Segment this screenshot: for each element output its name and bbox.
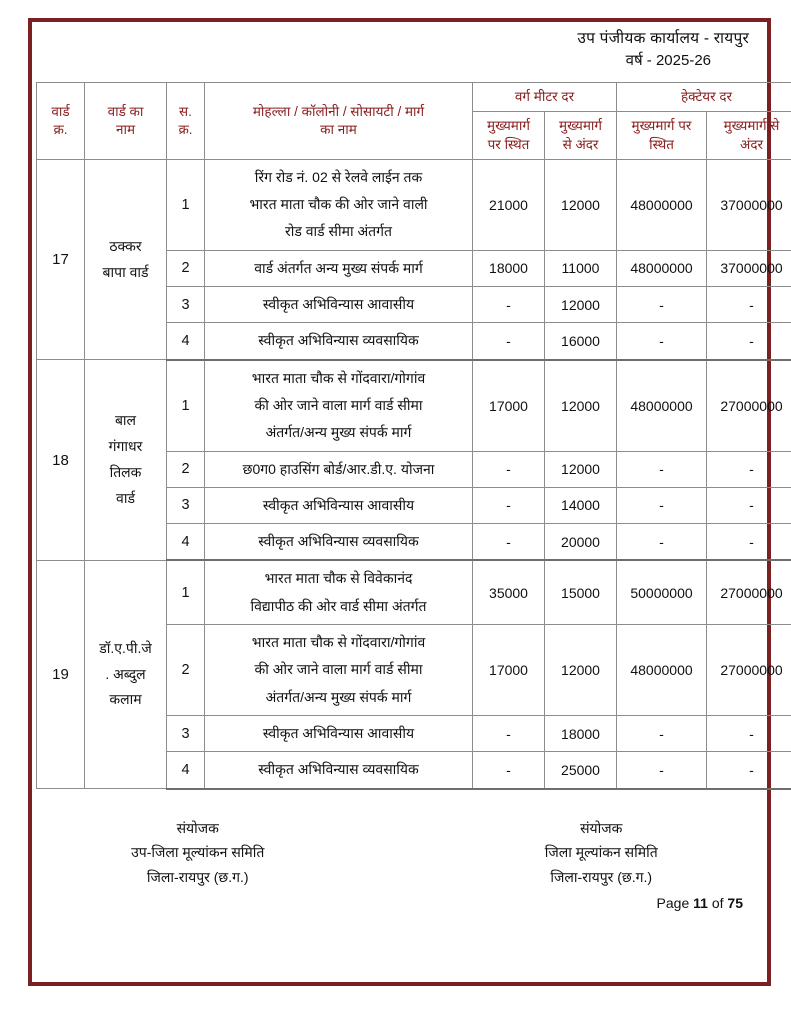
cell-rate-sqm-on-main: -	[473, 487, 545, 523]
cell-serial-no: 3	[167, 487, 205, 523]
ward-name-line: वार्ड	[116, 489, 135, 506]
table-row	[37, 159, 791, 250]
col-header-ward-name	[85, 83, 167, 160]
ward-name-line: गंगाधर	[108, 438, 143, 455]
col-header-hectare-on-main-line2: स्थित	[649, 136, 674, 152]
cell-serial-no: 1	[167, 159, 205, 250]
ward-name-line: तिलक	[109, 464, 142, 481]
cell-rate-sqm-on-main: -	[473, 524, 545, 561]
cell-rate-hectare-on-main: 50000000	[617, 560, 707, 624]
signature-left-committee: उप-जिला मूल्यांकन समिति	[131, 844, 265, 861]
cell-rate-sqm-on-main: -	[473, 323, 545, 360]
area-name-line: भारत माता चौक से गोंदवारा/गोगांव	[251, 369, 426, 386]
office-title: उप पंजीयक कार्यालय - रायपुर	[577, 30, 749, 47]
col-header-hectare-on-main-line1: मुख्यमार्ग पर	[631, 118, 692, 134]
cell-rate-sqm-inside: 18000	[545, 715, 617, 751]
page-content	[28, 18, 783, 889]
cell-rate-hectare-inside: -	[707, 287, 791, 323]
table-header-row-1	[37, 83, 791, 112]
table-row	[37, 360, 791, 451]
area-name-line: रोड वार्ड सीमा अंतर्गत	[284, 223, 393, 240]
table-row	[37, 560, 791, 624]
cell-rate-sqm-on-main: 35000	[473, 560, 545, 624]
col-header-area-name	[205, 83, 473, 160]
cell-rate-hectare-on-main: 48000000	[617, 250, 707, 286]
signature-block-district	[416, 816, 760, 890]
area-name-line: अंतर्गत/अन्य मुख्य संपर्क मार्ग	[265, 424, 412, 441]
col-header-area-name-line1: मोहल्ला / कॉलोनी / सोसायटी / मार्ग	[252, 103, 425, 119]
col-header-ward-no	[37, 83, 85, 160]
cell-rate-sqm-on-main: -	[473, 715, 545, 751]
col-header-hectare-on-main	[617, 112, 707, 159]
col-group-header-hectare-rate: हेक्टेयर दर	[617, 83, 791, 112]
cell-rate-hectare-inside: -	[707, 487, 791, 523]
cell-area-name	[205, 250, 473, 286]
cell-rate-sqm-on-main: 18000	[473, 250, 545, 286]
cell-rate-hectare-on-main: -	[617, 287, 707, 323]
cell-area-name	[205, 451, 473, 487]
cell-area-name	[205, 287, 473, 323]
area-name-line: भारत माता चौक से विवेकानंद	[264, 570, 413, 587]
signature-right-committee: जिला मूल्यांकन समिति	[544, 844, 658, 861]
signature-left-district: जिला-रायपुर (छ.ग.)	[146, 868, 249, 885]
document-heading	[36, 18, 763, 76]
page-number-middle: of	[707, 895, 728, 912]
cell-rate-sqm-on-main: 17000	[473, 625, 545, 716]
cell-ward-name	[85, 560, 167, 788]
area-name-line: रिंग रोड नं. 02 से रेलवे लाईन तक	[254, 168, 423, 185]
table-header	[37, 83, 791, 160]
cell-area-name	[205, 752, 473, 789]
cell-serial-no: 1	[167, 360, 205, 451]
cell-rate-sqm-on-main: -	[473, 752, 545, 789]
col-header-sqm-on-main	[473, 112, 545, 159]
col-header-ward-no-line2: क्र.	[53, 122, 68, 138]
cell-rate-hectare-on-main: -	[617, 487, 707, 523]
signature-left-role: संयोजक	[176, 819, 219, 836]
cell-serial-no: 2	[167, 250, 205, 286]
cell-rate-sqm-inside: 14000	[545, 487, 617, 523]
area-name-line: की ओर जाने वाला मार्ग वार्ड सीमा	[254, 661, 423, 678]
cell-serial-no: 1	[167, 560, 205, 624]
area-name-line: स्वीकृत अभिविन्यास आवासीय	[262, 296, 415, 313]
signature-right-role: संयोजक	[580, 819, 623, 836]
area-name-line: अंतर्गत/अन्य मुख्य संपर्क मार्ग	[265, 688, 412, 705]
cell-rate-sqm-inside: 11000	[545, 250, 617, 286]
cell-area-name	[205, 487, 473, 523]
area-name-line: स्वीकृत अभिविन्यास व्यवसायिक	[258, 761, 419, 778]
cell-area-name	[205, 715, 473, 751]
cell-area-name	[205, 560, 473, 624]
cell-rate-hectare-on-main: -	[617, 752, 707, 789]
cell-rate-hectare-inside: -	[707, 752, 791, 789]
area-name-line: स्वीकृत अभिविन्यास व्यवसायिक	[258, 332, 419, 349]
cell-serial-no: 2	[167, 625, 205, 716]
col-header-ward-name-line2: नाम	[115, 122, 136, 138]
cell-rate-sqm-inside: 20000	[545, 524, 617, 561]
area-name-line: भारत माता चौक की ओर जाने वाली	[249, 196, 428, 213]
signature-block-sub-district	[40, 816, 416, 890]
year-label: वर्ष - 2025-26	[625, 52, 711, 70]
cell-rate-hectare-on-main: -	[617, 715, 707, 751]
cell-area-name	[205, 524, 473, 561]
col-header-sqm-on-main-line1: मुख्यमार्ग	[487, 118, 530, 134]
page-number-total: 75	[727, 895, 743, 912]
col-header-sqm-inside-line1: मुख्यमार्ग	[559, 118, 602, 134]
cell-serial-no: 4	[167, 752, 205, 789]
cell-serial-no: 3	[167, 715, 205, 751]
cell-rate-hectare-inside: 27000000	[707, 360, 791, 451]
area-name-line: छ0ग0 हाउसिंग बोर्ड/आर.डी.ए. योजना	[242, 460, 435, 477]
cell-serial-no: 4	[167, 524, 205, 561]
area-name-line: स्वीकृत अभिविन्यास व्यवसायिक	[258, 533, 419, 550]
cell-rate-hectare-inside: 37000000	[707, 250, 791, 286]
cell-area-name	[205, 159, 473, 250]
cell-rate-sqm-inside: 16000	[545, 323, 617, 360]
cell-rate-hectare-on-main: 48000000	[617, 625, 707, 716]
col-header-hectare-inside	[707, 112, 791, 159]
ward-name-line: बापा वार्ड	[102, 263, 149, 280]
cell-rate-sqm-on-main: 17000	[473, 360, 545, 451]
cell-serial-no: 3	[167, 287, 205, 323]
cell-ward-no: 18	[37, 360, 85, 561]
cell-rate-hectare-on-main: -	[617, 451, 707, 487]
area-name-line: भारत माता चौक से गोंदवारा/गोगांव	[251, 634, 426, 651]
page-number	[28, 891, 771, 911]
cell-rate-hectare-on-main: 48000000	[617, 159, 707, 250]
col-header-serial-no-line1: स.	[179, 103, 192, 119]
page-number-current: 11	[693, 895, 708, 912]
cell-rate-hectare-inside: 27000000	[707, 560, 791, 624]
ward-name-line: ठक्कर	[109, 237, 142, 254]
area-name-line: स्वीकृत अभिविन्यास आवासीय	[262, 724, 415, 741]
cell-rate-sqm-inside: 12000	[545, 451, 617, 487]
cell-rate-hectare-inside: -	[707, 451, 791, 487]
cell-rate-sqm-inside: 12000	[545, 625, 617, 716]
area-name-line: वार्ड अंतर्गत अन्य मुख्य संपर्क मार्ग	[254, 259, 423, 276]
cell-rate-sqm-on-main: 21000	[473, 159, 545, 250]
cell-area-name	[205, 625, 473, 716]
col-group-header-sqm-rate: वर्ग मीटर दर	[473, 83, 617, 112]
cell-ward-no: 19	[37, 560, 85, 788]
cell-ward-name	[85, 360, 167, 561]
table-body	[37, 159, 791, 788]
ward-name-line: बाल	[114, 412, 137, 429]
cell-rate-sqm-inside: 15000	[545, 560, 617, 624]
cell-ward-no: 17	[37, 159, 85, 359]
ward-name-line: . अब्दुल	[105, 665, 146, 682]
col-header-serial-no	[167, 83, 205, 160]
cell-rate-hectare-on-main: -	[617, 524, 707, 561]
cell-serial-no: 4	[167, 323, 205, 360]
ward-name-line: डॉ.ए.पी.जे	[99, 639, 152, 656]
page-number-prefix: Page	[656, 895, 694, 912]
cell-rate-hectare-on-main: -	[617, 323, 707, 360]
col-header-hectare-inside-line2: अंदर	[740, 136, 764, 152]
cell-serial-no: 2	[167, 451, 205, 487]
signature-row	[36, 816, 763, 890]
area-name-line: स्वीकृत अभिविन्यास आवासीय	[262, 496, 415, 513]
cell-rate-hectare-inside: 37000000	[707, 159, 791, 250]
col-header-ward-no-line1: वार्ड	[51, 103, 70, 119]
cell-rate-hectare-inside: 27000000	[707, 625, 791, 716]
col-header-ward-name-line1: वार्ड का	[107, 103, 144, 119]
area-name-line: की ओर जाने वाला मार्ग वार्ड सीमा	[254, 396, 423, 413]
cell-rate-sqm-inside: 12000	[545, 360, 617, 451]
cell-rate-sqm-on-main: -	[473, 451, 545, 487]
col-header-hectare-inside-line1: मुख्यमार्ग से	[723, 118, 780, 134]
cell-rate-hectare-inside: -	[707, 524, 791, 561]
cell-rate-sqm-inside: 12000	[545, 287, 617, 323]
cell-rate-hectare-on-main: 48000000	[617, 360, 707, 451]
cell-rate-hectare-inside: -	[707, 323, 791, 360]
col-header-serial-no-line2: क्र.	[178, 122, 193, 138]
cell-rate-sqm-inside: 25000	[545, 752, 617, 789]
cell-area-name	[205, 323, 473, 360]
col-header-sqm-inside	[545, 112, 617, 159]
cell-rate-sqm-on-main: -	[473, 287, 545, 323]
col-header-area-name-line2: का नाम	[320, 122, 357, 138]
rate-table	[36, 82, 791, 789]
area-name-line: विद्यापीठ की ओर वार्ड सीमा अंतर्गत	[250, 597, 427, 614]
col-header-sqm-inside-line2: से अंदर	[562, 136, 599, 152]
cell-area-name	[205, 360, 473, 451]
cell-rate-hectare-inside: -	[707, 715, 791, 751]
col-header-sqm-on-main-line2: पर स्थित	[487, 136, 530, 152]
signature-right-district: जिला-रायपुर (छ.ग.)	[550, 868, 653, 885]
ward-name-line: कलाम	[109, 691, 142, 708]
cell-rate-sqm-inside: 12000	[545, 159, 617, 250]
cell-ward-name	[85, 159, 167, 359]
